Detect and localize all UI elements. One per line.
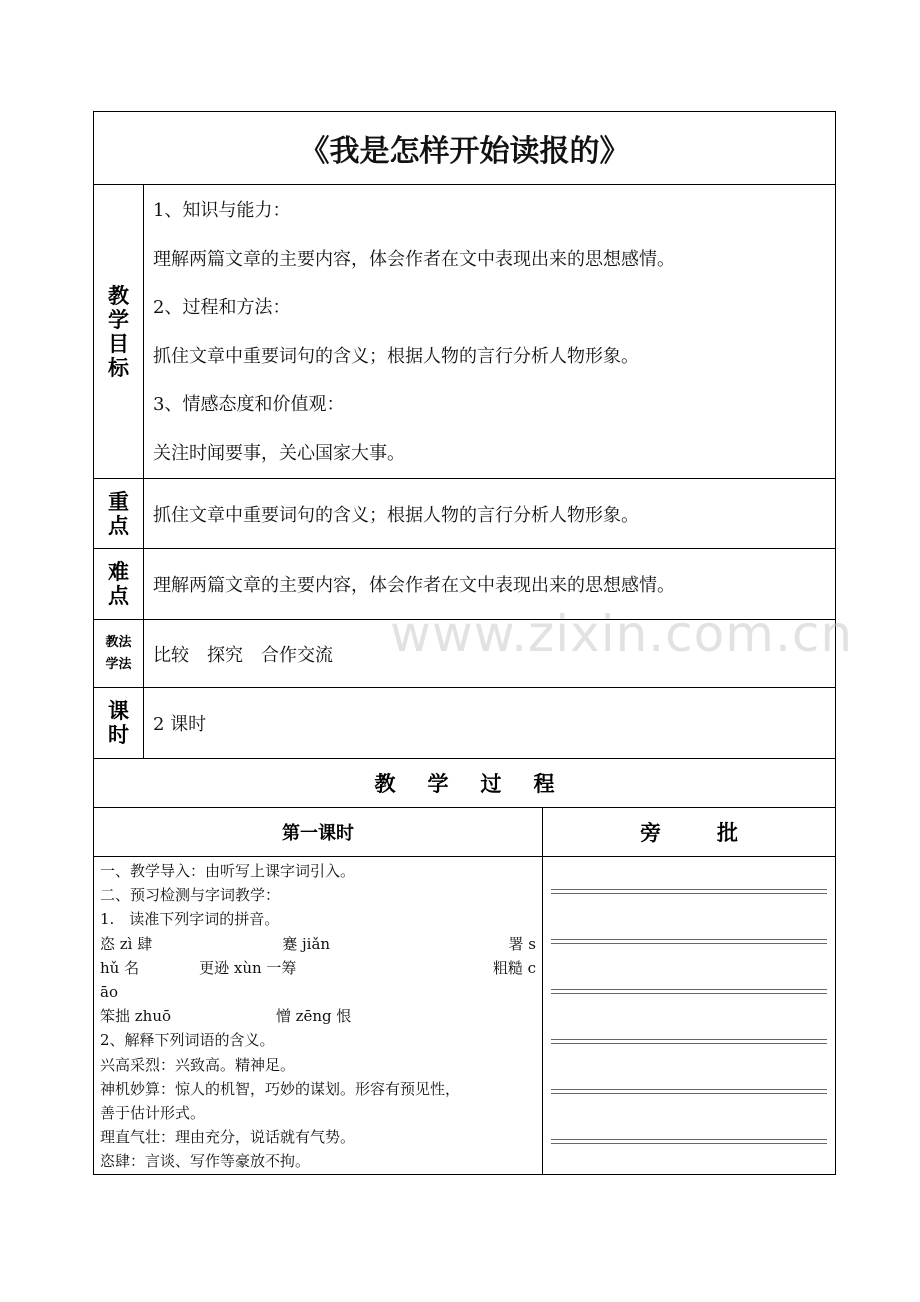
notes-heading: 旁 批 — [543, 808, 836, 857]
lesson-line: 一、教学导入：由听写上课字词引入。 — [100, 862, 356, 880]
key-point-text: 抓住文章中重要词句的含义；根据人物的言行分析人物形象。 — [144, 479, 836, 549]
lesson-body — [94, 857, 543, 1175]
watermark: www.zixin.com.cn — [390, 605, 854, 663]
lesson-line: 恣肆：言谈、写作等豪放不拘。 — [100, 1152, 311, 1171]
goal-line: 1、知识与能力： — [153, 200, 291, 221]
methods-label: 教法 学法 — [94, 620, 144, 688]
note-rule — [551, 1139, 827, 1144]
lesson-line: āo — [100, 983, 118, 1002]
lesson-line: 1. 读准下列字词的拼音。 — [100, 910, 280, 929]
goals-label: 教 学 目 标 — [94, 185, 144, 479]
difficulty-text: 理解两篇文章的主要内容，体会作者在文中表现出来的思想感情。 — [144, 549, 836, 620]
document-title: 《我是怎样开始读报的》 — [94, 112, 836, 185]
pinyin-row: 笨拙 zhuō 憎 zēng 恨 — [100, 1007, 352, 1026]
goal-line: 理解两篇文章的主要内容，体会作者在文中表现出来的思想感情。 — [153, 248, 675, 270]
note-rule — [551, 1089, 827, 1094]
key-point-label: 重 点 — [94, 479, 144, 549]
hours-label: 课 时 — [94, 688, 144, 759]
lesson-plan-table — [93, 111, 836, 1175]
lesson-line: 二、预习检测与字词教学： — [100, 886, 281, 905]
lesson-line: 善于估计形式。 — [100, 1104, 206, 1123]
process-heading: 教 学 过 程 — [94, 759, 836, 808]
goals-content — [144, 185, 836, 479]
note-rule — [551, 889, 827, 894]
note-rule — [551, 1039, 827, 1044]
lesson-line: 2、解释下列词语的含义。 — [100, 1031, 275, 1050]
lesson-line: 理直气壮：理由充分，说话就有气势。 — [100, 1128, 356, 1147]
note-rule — [551, 989, 827, 994]
hours-text: 2 课时 — [144, 688, 836, 759]
note-rule — [551, 939, 827, 944]
lesson-plan-sheet — [93, 111, 835, 1175]
difficulty-label: 难 点 — [94, 549, 144, 620]
goal-line: 2、过程和方法： — [153, 297, 291, 318]
pinyin-row: 恣 zì 肆 蹇 jiǎn 署 s — [100, 934, 536, 953]
methods-text: 比较 探究 合作交流 — [144, 620, 836, 688]
goal-line: 关注时闻要事，关心国家大事。 — [153, 442, 405, 464]
lesson-heading: 第一课时 — [94, 808, 543, 857]
margin-notes-area[interactable] — [543, 857, 836, 1175]
goal-line: 3、情感态度和价值观： — [153, 394, 345, 415]
pinyin-row: hǔ 名 更逊 xùn 一筹 粗糙 c — [100, 958, 536, 977]
lesson-line: 神机妙算：惊人的机智，巧妙的谋划。形容有预见性， — [100, 1079, 461, 1098]
lesson-line: 兴高采烈：兴致高。精神足。 — [100, 1055, 296, 1074]
goal-line: 抓住文章中重要词句的含义；根据人物的言行分析人物形象。 — [153, 345, 639, 367]
